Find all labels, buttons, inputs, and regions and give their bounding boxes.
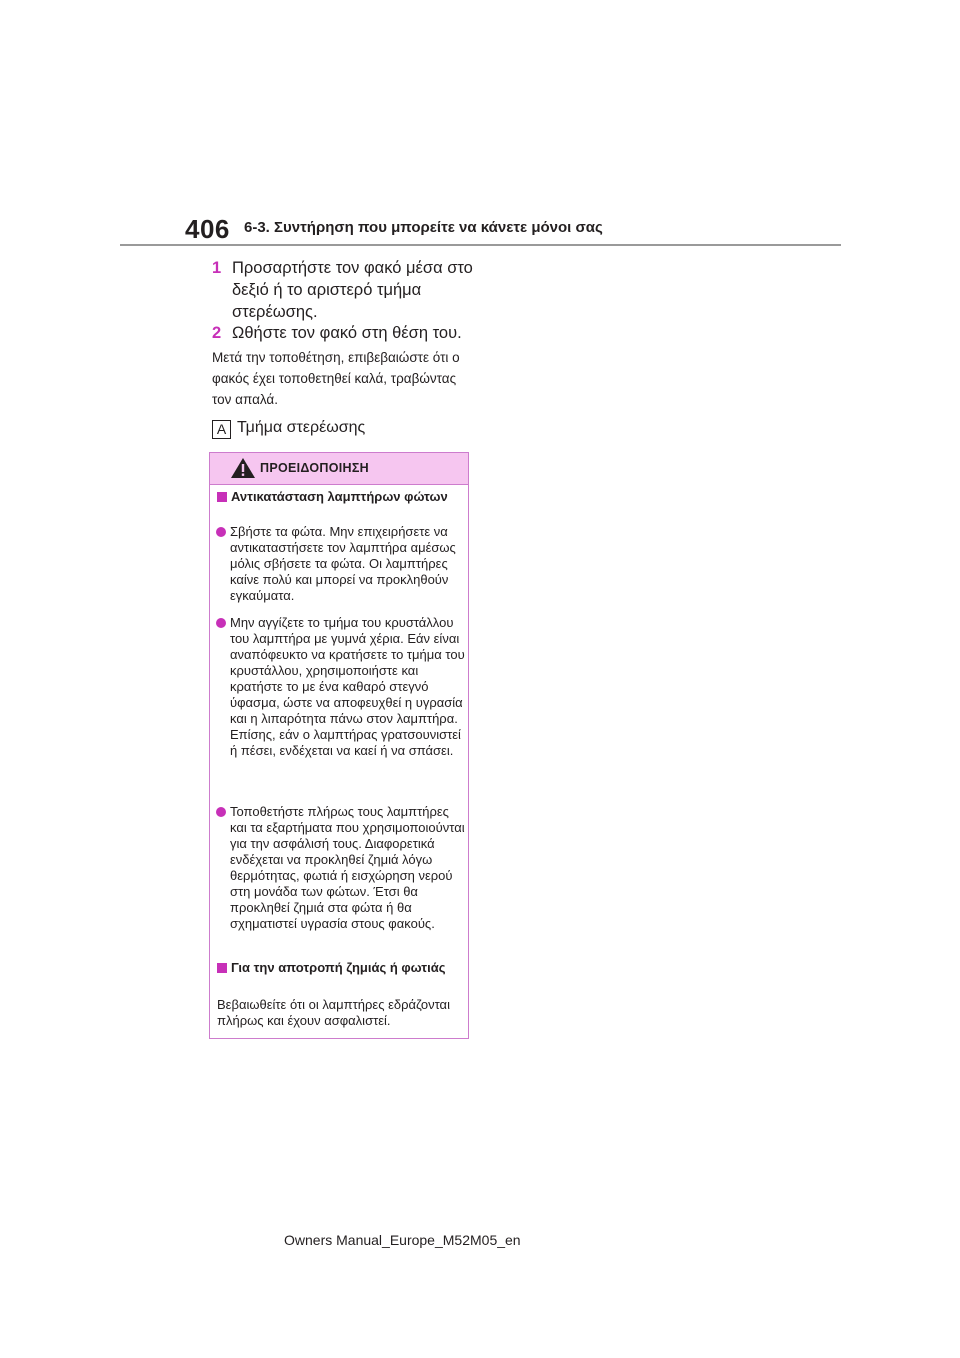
warning-box: ΠΡΟΕΙΔΟΠΟΙΗΣΗ Αντικατάσταση λαμπτήρων φώτων Σβήστε τα φώτα. Μην επιχειρήσετε να αντικαταστήσετε τον λαμπτήρα αμέσως μόλις σβήσετε τα φώτα. Οι λαμπτήρες καίνε πολύ και μπορεί να προκληθούν εγκαύματα. Μην αγγίζετε το τμήμα του κρυστάλλου του λαμπτήρα με γυμνά χέρια. Εάν είναι αναπόφευκτο να κρατήσετε το τμήμα του κρυστάλλου, χρησιμοποιήστε και κρατήστε το με ένα καθαρό στεγνό ύφασμα, ώστε να αποφευχθεί η υγρασία και η λιπαρότητα πάνω στον λαμπτήρα. Επίσης, εάν ο λαμπτήρας γρατσουνιστεί ή πέσει, ενδέχεται να καεί ή να σπάσει. Τοποθετήστε πλήρως τους λαμπτήρες και τα εξαρτήματα που χρησιμοποιούνται για την ασφάλισή τους. Διαφορετικά ενδέχεται να προκληθεί ζημιά λόγω θερμότητας, φωτιά ή εισχώρηση νερού στη μονάδα των φώτων. Έτσι θα προκληθεί ζημιά στα φώτα ή θα σχηματιστεί υγρασία στους φακούς. Για την αποτροπή ζημιάς ή φωτιάς Βεβαιωθείτε ότι οι λαμπτήρες εδράζονται πλήρως και έχουν ασφαλιστεί. [209, 452, 469, 1039]
round-bullet-icon [216, 527, 226, 537]
square-bullet-icon [217, 492, 227, 502]
step-number: 1 [212, 259, 222, 277]
step-text: Προσαρτήστε τον φακό μέσα στο δεξιό ή το αριστερό τμήμα στερέωσης. [232, 259, 473, 321]
square-bullet-icon [217, 963, 227, 973]
warning-triangle-icon [230, 457, 256, 479]
page-number: 406 [185, 214, 230, 244]
warning-title: ΠΡΟΕΙΔΟΠΟΙΗΣΗ [260, 461, 369, 475]
header-rule [120, 244, 841, 246]
callout-text: Τμήμα στερέωσης [237, 419, 366, 436]
warning-bullet-text: Μην αγγίζετε το τμήμα του κρυστάλλου του λαμπτήρα με γυμνά χέρια. Εάν είναι αναπόφευκτο να κρατήσετε το τμήμα του κρυστάλλου, χρησιμοποιήστε και κρατήστε το με ένα καθαρό στεγνό ύφασμα, ώστε να αποφευχθεί η υγρασία και η λιπαρότητα πάνω στον λαμπτήρα. Επίσης, εάν ο λαμπτήρας γρατσουνιστεί ή πέσει, ενδέχεται να καεί ή να σπάσει. [230, 615, 465, 758]
callout-a [212, 419, 365, 439]
installation-note: Μετά την τοποθέτηση, επιβεβαιώστε ότι ο φακός έχει τοποθετηθεί καλά, τραβώντας τον απαλά. [212, 350, 460, 407]
section-title: 6-3. Συντήρηση που μπορείτε να κάνετε μόνοι σας [244, 219, 603, 236]
step-text: Ωθήστε τον φακό στη θέση του. [232, 324, 462, 342]
warning-final-text: Βεβαιωθείτε ότι οι λαμπτήρες εδράζονται πλήρως και έχουν ασφαλιστεί. [217, 997, 450, 1028]
round-bullet-icon [216, 807, 226, 817]
warning-bullet-text: Σβήστε τα φώτα. Μην επιχειρήσετε να αντικαταστήσετε τον λαμπτήρα αμέσως μόλις σβήσετε τα φώτα. Οι λαμπτήρες καίνε πολύ και μπορεί να προκληθούν εγκαύματα. [230, 524, 456, 603]
warning-bullet-text: Τοποθετήστε πλήρως τους λαμπτήρες και τα εξαρτήματα που χρησιμοποιούνται για την ασφάλισή τους. Διαφορετικά ενδέχεται να προκληθεί ζημιά λόγω θερμότητας, φωτιά ή εισχώρηση νερού στη μονάδα των φώτων. Έτσι θα προκληθεί ζημιά στα φώτα ή θα σχηματιστεί υγρασία στους φακούς. [230, 804, 465, 931]
round-bullet-icon [216, 618, 226, 628]
warning-header [210, 453, 468, 485]
footer: Owners Manual_Europe_M52M05_en [284, 1232, 521, 1248]
step-number: 2 [212, 324, 222, 342]
callout-letter: A [212, 420, 231, 439]
